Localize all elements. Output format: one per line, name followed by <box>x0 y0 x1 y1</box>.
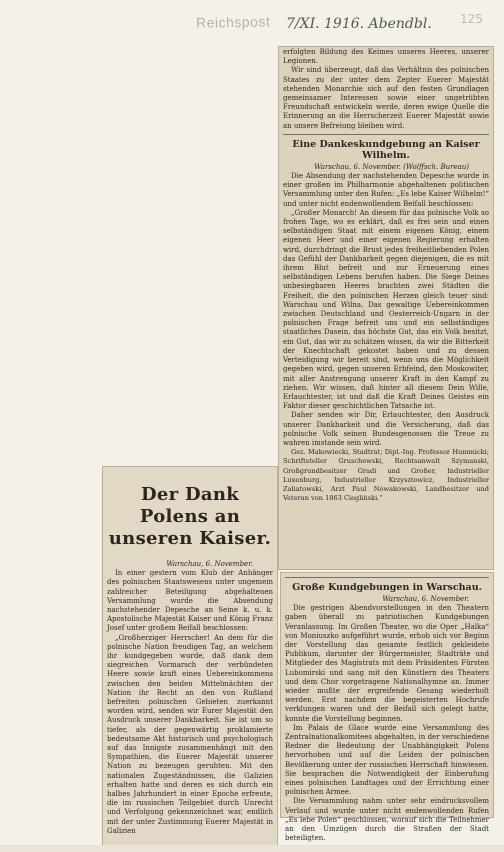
article-title: Der Dank Polens an unseren Kaiser. <box>108 484 272 549</box>
newspaper-stamp: Reichspost <box>195 13 271 31</box>
article-paragraph: „Großherziger Herrscher! An dem für die polnische Nation freudigen Tag, an welchem ihr kundgegeben wurde, daß dank dem siegreichen Vormarsch der verbündeten Heere sowie kraft eines Uebereinkommens zwischen den beiden Mittelmächten der Nation ihr Recht an den von Rußland befreiten polnischen Gebieten zuerkannt worden wird, senden wir Eurer Majestät den Ausdruck unserer Dankbarkeit. Sie ist um so tiefer, als der gegenwärtig proklamierte bedeutsame Akt historisch und psychologisch auf das Innigste zusammenhängt mit den Sympathien, die Euerer Majestät unserer Nation zu bezeugen geruhten. Mit den nationalen Zugeständnissen, die Galizien erhalten hatte und deren es sich durch ein halbes Jahrhundert in einer Epoche erfreute, die im russischen Teilgebiet durch Unrecht und Verfolgung gekennzeichnet war, endlich mit der unter Zustimmung Euerer Majestät in Galizien <box>107 633 273 835</box>
sheet-edge <box>0 845 504 852</box>
header-row <box>0 0 504 40</box>
article-paragraph: „Großer Monarch! An diesem für das polnische Volk so frohen Tage, wo es erklärt, daß es frei sein und einen selbständigen Staat mit einem eigenen König, einem eigenen Heer und einer eigenen Regierung erhalten wird, durchdringt die Brust jedes freiheitliebenden Polen das Gefühl der Dankbarkeit gegen diejenigen, die es mit ihrem Blut befreit und zur Erneuerung eines selbständigen Lebens berufen haben. Die Siege Deines unbesiegbaren Heeres brachten zwei Städten die Freiheit, die den polnischen Herzen gleich teuer sind: Warschau und Wilna. Das gewaltige Uebereinkommen zwischen Deutschland und Oesterreich-Ungarn in der polnischen Frage befreit uns und ein selbständiges staatliches Dasein, das höchste Gut, das ein Volk besitzt, ein Gut, das wir zu schätzen wissen, da wir die Bitterkeit der Knechtschaft gekostet haben und zu dessen Verteidigung wir bereit sind, wenn uns die Möglichkeit gegeben wird, gegen unseren Erbfeind, den Moskowiter, mit aller Anstrengung unserer Kraft in den Kampf zu ziehen. Wir wissen, daß hinter all diesem Dein Wille, Erlauchtester, ist und daß die Kraft Deines Geistes ein Faktor dieser geschichtlichen Tatsache ist. <box>283 208 489 411</box>
article-paragraph: Im Palais de Glace wurde eine Versammlung des Zentralnationalkomitees abgehalten, in der verschiedene Redner die Bedeutung der Unabhängigkeit Polens hervorhoben und auf die Leiden der polnischen Bevölkerung unter der russischen Herrschaft hinwiesen. Sie besprachen die Notwendigkeit der Einberufung eines polnischen Landtages und der Errichtung einer polnischen Armee. <box>285 723 489 797</box>
article-paragraph: Die Versammlung nahm unter sehr eindrucksvollem Verlauf und wurde unter nicht endenwollenden Rufen „Es lebe Polen“ geschlossen, worauf sich die Teilnehmer an den Umzügen durch die Straßen der Stadt beteiligten. <box>285 797 489 843</box>
continuation-para: erfolgten Bildung des Keimes unseres Heeres, unserer Legionen. <box>283 48 489 66</box>
dateline: Warschau, 6. November. <box>166 560 253 568</box>
article-paragraph: Die Absendung der nachstehenden Depesche wurde in einer großen im Philharmonie abgehaltenen politischen Versammlung unter den Rufen: „Es lebe Kaiser Wilhelm!“ und unter nicht endenwollendem Beifall beschlossen: <box>283 172 489 208</box>
article-heading: Große Kundgebungen in Warschau. <box>292 582 482 593</box>
dateline: Warschau, 6. November. (Wolffsch. Bureau) <box>314 162 469 171</box>
handwritten-date: 7/XI. 1916. Abendbl. <box>286 16 432 32</box>
article-heading: Eine Dankeskundgebung an Kaiser Wilhelm. <box>292 138 480 161</box>
continuation-para: Wir sind überzeugt, daß das Verhältnis des polnischen Staates zu der unter dem Zepter Euerer Majestät stehenden Monarchie sich auf den festen Grundlagen gemeinsamer Interessen sowie einer ungetrübten Freundschaft entwickeln werde, deren ewige Quelle die Erinnerung an die Herrscherzeit Euerer Majestät sowie an unsere Befreiung bleiben wird. <box>283 66 489 130</box>
page-number: 125 <box>460 12 483 26</box>
clipping-kaiser-wilhelm <box>278 46 494 570</box>
divider <box>283 134 489 135</box>
divider <box>285 577 489 578</box>
article-paragraph: Daher senden wir Dir, Erlauchtester, den Ausdruck unserer Dankbarkeit und die Versicherung, daß das polnische Volk seinen Bundesgenossen die Treue zu wahren imstande sein wird. <box>283 411 489 447</box>
dateline: Warschau, 6. November. <box>382 595 469 603</box>
clipping-dank-polens <box>102 466 278 846</box>
article-paragraph: In einer gestern vom Klub der Anhänger des polnischen Staatswesens unter ungemein zahlreicher Beteiligung abgehaltenen Versammlung wurde die Absendung nachstehender Depesche an Seine k. u. k. Apostolische Majestät Kaiser und König Franz Josef unter großem Beifall beschlossen: <box>107 569 273 633</box>
signatories: Gez. Makowiecki, Stadtrat; Dipl.-Ing. Professor Hummicki; Schriftsteller Gruschewski, Rechtsanwalt Szymanski, Großgrundbesitzer Gradi und Großer, Industrieller Luxenburg, Industrieller Krzysztowicz, Industrieller Zaliatowski, Arzt Paul Nowakowski, Landbesitzer und Veteran von 1863 Ciegliński.“ <box>283 448 489 503</box>
article-paragraph: Die gestrigen Abendvorstellungen in den Theatern gaben überall zu patriotischen Kundgebungen Veranlassung. Im Großen Theater, wo die Oper „Halka“ von Moniuszko aufgeführt wurde, erhob sich vor Beginn der Vorstellung das gesamte festlich gekleidete Publikum, darunter der Bürgermeister, Stadträte und Mitglieder des Magistrats mit dem Präsidenten Fürsten Lubomirski und sang mit den Künstlern des Theaters und dem Chor vorgetragene Nationalhymne an. Immer wieder mußte der ergreifende Gesang wiederholt werden. Erst nachdem die begeisterten Hochrufe verklungen waren und der Beifall sich gelegt hatte, konnte die Vorstellung beginnen. <box>285 604 489 723</box>
clipping-kundgebungen <box>280 572 494 843</box>
